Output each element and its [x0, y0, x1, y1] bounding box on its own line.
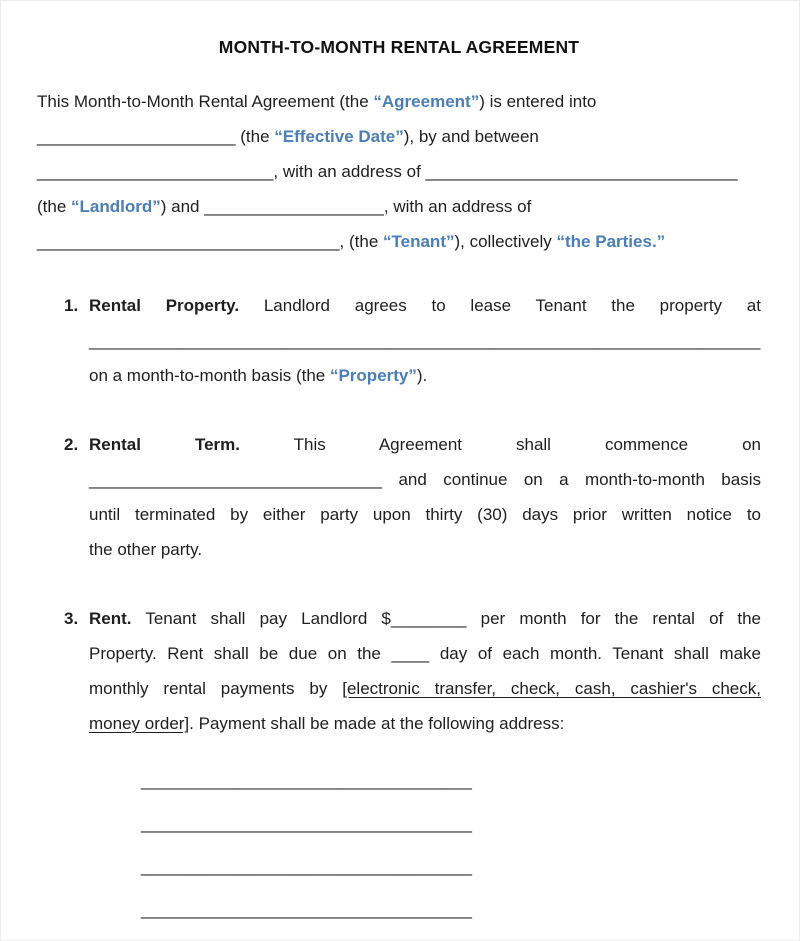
clause-text: . Payment shall be made at the following address:: [189, 714, 565, 733]
intro-text: (the: [235, 127, 275, 146]
clause-text: on a month-to-month basis (the: [89, 366, 330, 385]
payment-methods-underlined: money order]: [89, 714, 190, 733]
blank-payment-address-1: ___________________________________: [141, 771, 472, 790]
term-effective-date: “Effective Date”: [274, 127, 404, 146]
clause-text: monthly rental payments by: [89, 679, 343, 698]
clause-text: ).: [416, 366, 428, 385]
intro-text: ) is entered into: [479, 92, 597, 111]
clause3-line-3: [89, 671, 761, 706]
clause-rental-property: [37, 288, 761, 393]
blank-payment-address-2: ___________________________________: [141, 814, 472, 833]
blank-property-address: _______________________________________________________________________: [89, 331, 761, 350]
blank-commencement-date: _______________________________: [89, 470, 383, 489]
payment-address-blank-line: [141, 845, 761, 888]
blank-due-day: ____: [391, 644, 430, 663]
clause-text: Property. Rent shall be due on the: [89, 644, 392, 663]
intro-text: This Month-to-Month Rental Agreement (the: [37, 92, 374, 111]
payment-address-blank-line: [141, 888, 761, 931]
clause2-line-1: [89, 427, 761, 462]
clause-text: day of each month. Tenant shall make: [429, 644, 761, 663]
intro-text: ), collectively: [454, 232, 557, 251]
blank-effective-date: _____________________: [37, 127, 236, 146]
term-property: “Property”: [329, 366, 417, 385]
clause-lead: Rental Term.: [89, 435, 240, 454]
blank-rent-amount: ________: [390, 609, 467, 628]
clause-lead: Rental Property.: [89, 296, 240, 315]
clause1-line-1: [89, 288, 761, 323]
clause1-line-3: [89, 358, 761, 393]
clause3-line-4: [89, 706, 761, 741]
term-agreement: “Agreement”: [373, 92, 480, 111]
intro-text: , with an address of: [383, 197, 532, 216]
clause-rent: [37, 601, 761, 931]
clause-text: the other party.: [89, 540, 203, 559]
intro-line-5: [37, 224, 761, 259]
blank-landlord-name: _________________________: [37, 162, 274, 181]
clause-text: Tenant shall pay Landlord $: [131, 609, 391, 628]
blank-payment-address-3: ___________________________________: [141, 857, 472, 876]
clause-body: [89, 601, 761, 931]
clause-text: until terminated by either party upon thirty (30) days prior written notice to: [89, 505, 761, 524]
payment-address-blank-line: [141, 802, 761, 845]
clause-text: Landlord agrees to lease Tenant the property at: [239, 296, 761, 315]
intro-text: (the: [37, 197, 72, 216]
document-title: MONTH-TO-MONTH RENTAL AGREEMENT: [218, 37, 580, 57]
clause-text: and continue on a month-to-month basis: [382, 470, 761, 489]
clause-text: per month for the rental of the: [466, 609, 762, 628]
intro-text: ) and: [160, 197, 205, 216]
clause3-line-1: [89, 601, 761, 636]
clause1-line-2: [89, 323, 761, 358]
clause3-line-2: [89, 636, 761, 671]
clause-rental-term: [37, 427, 761, 567]
clause-lead: Rent.: [89, 609, 132, 628]
term-the-parties: “the Parties.”: [556, 232, 666, 251]
intro-text: ), by and between: [403, 127, 539, 146]
intro-text: , with an address of: [273, 162, 426, 181]
intro-line-2: [37, 119, 761, 154]
payment-address-blanks: [89, 759, 761, 931]
clause-number: 1.: [64, 296, 79, 315]
blank-landlord-address: _________________________________: [425, 162, 738, 181]
term-landlord: “Landlord”: [71, 197, 161, 216]
clause2-line-4: [89, 532, 761, 567]
clause-text: This Agreement shall commence on: [239, 435, 761, 454]
intro-line-3: [37, 154, 761, 189]
blank-tenant-address: ________________________________: [37, 232, 340, 251]
intro-text: , (the: [339, 232, 384, 251]
clause-number: 3.: [64, 609, 79, 628]
intro-line-4: [37, 189, 761, 224]
payment-methods-underlined: [electronic transfer, check, cash, cashier's check,: [342, 679, 761, 698]
blank-tenant-name: ___________________: [204, 197, 384, 216]
clause-body: [89, 288, 761, 393]
payment-address-blank-line: [141, 759, 761, 802]
blank-payment-address-4: ___________________________________: [141, 900, 472, 919]
clause-body: [89, 427, 761, 567]
clause2-line-3: [89, 497, 761, 532]
intro-line-1: [37, 84, 761, 119]
intro-paragraph: [37, 84, 761, 259]
term-tenant: “Tenant”: [383, 232, 455, 251]
clause-number: 2.: [64, 435, 79, 454]
clause2-line-2: [89, 462, 761, 497]
